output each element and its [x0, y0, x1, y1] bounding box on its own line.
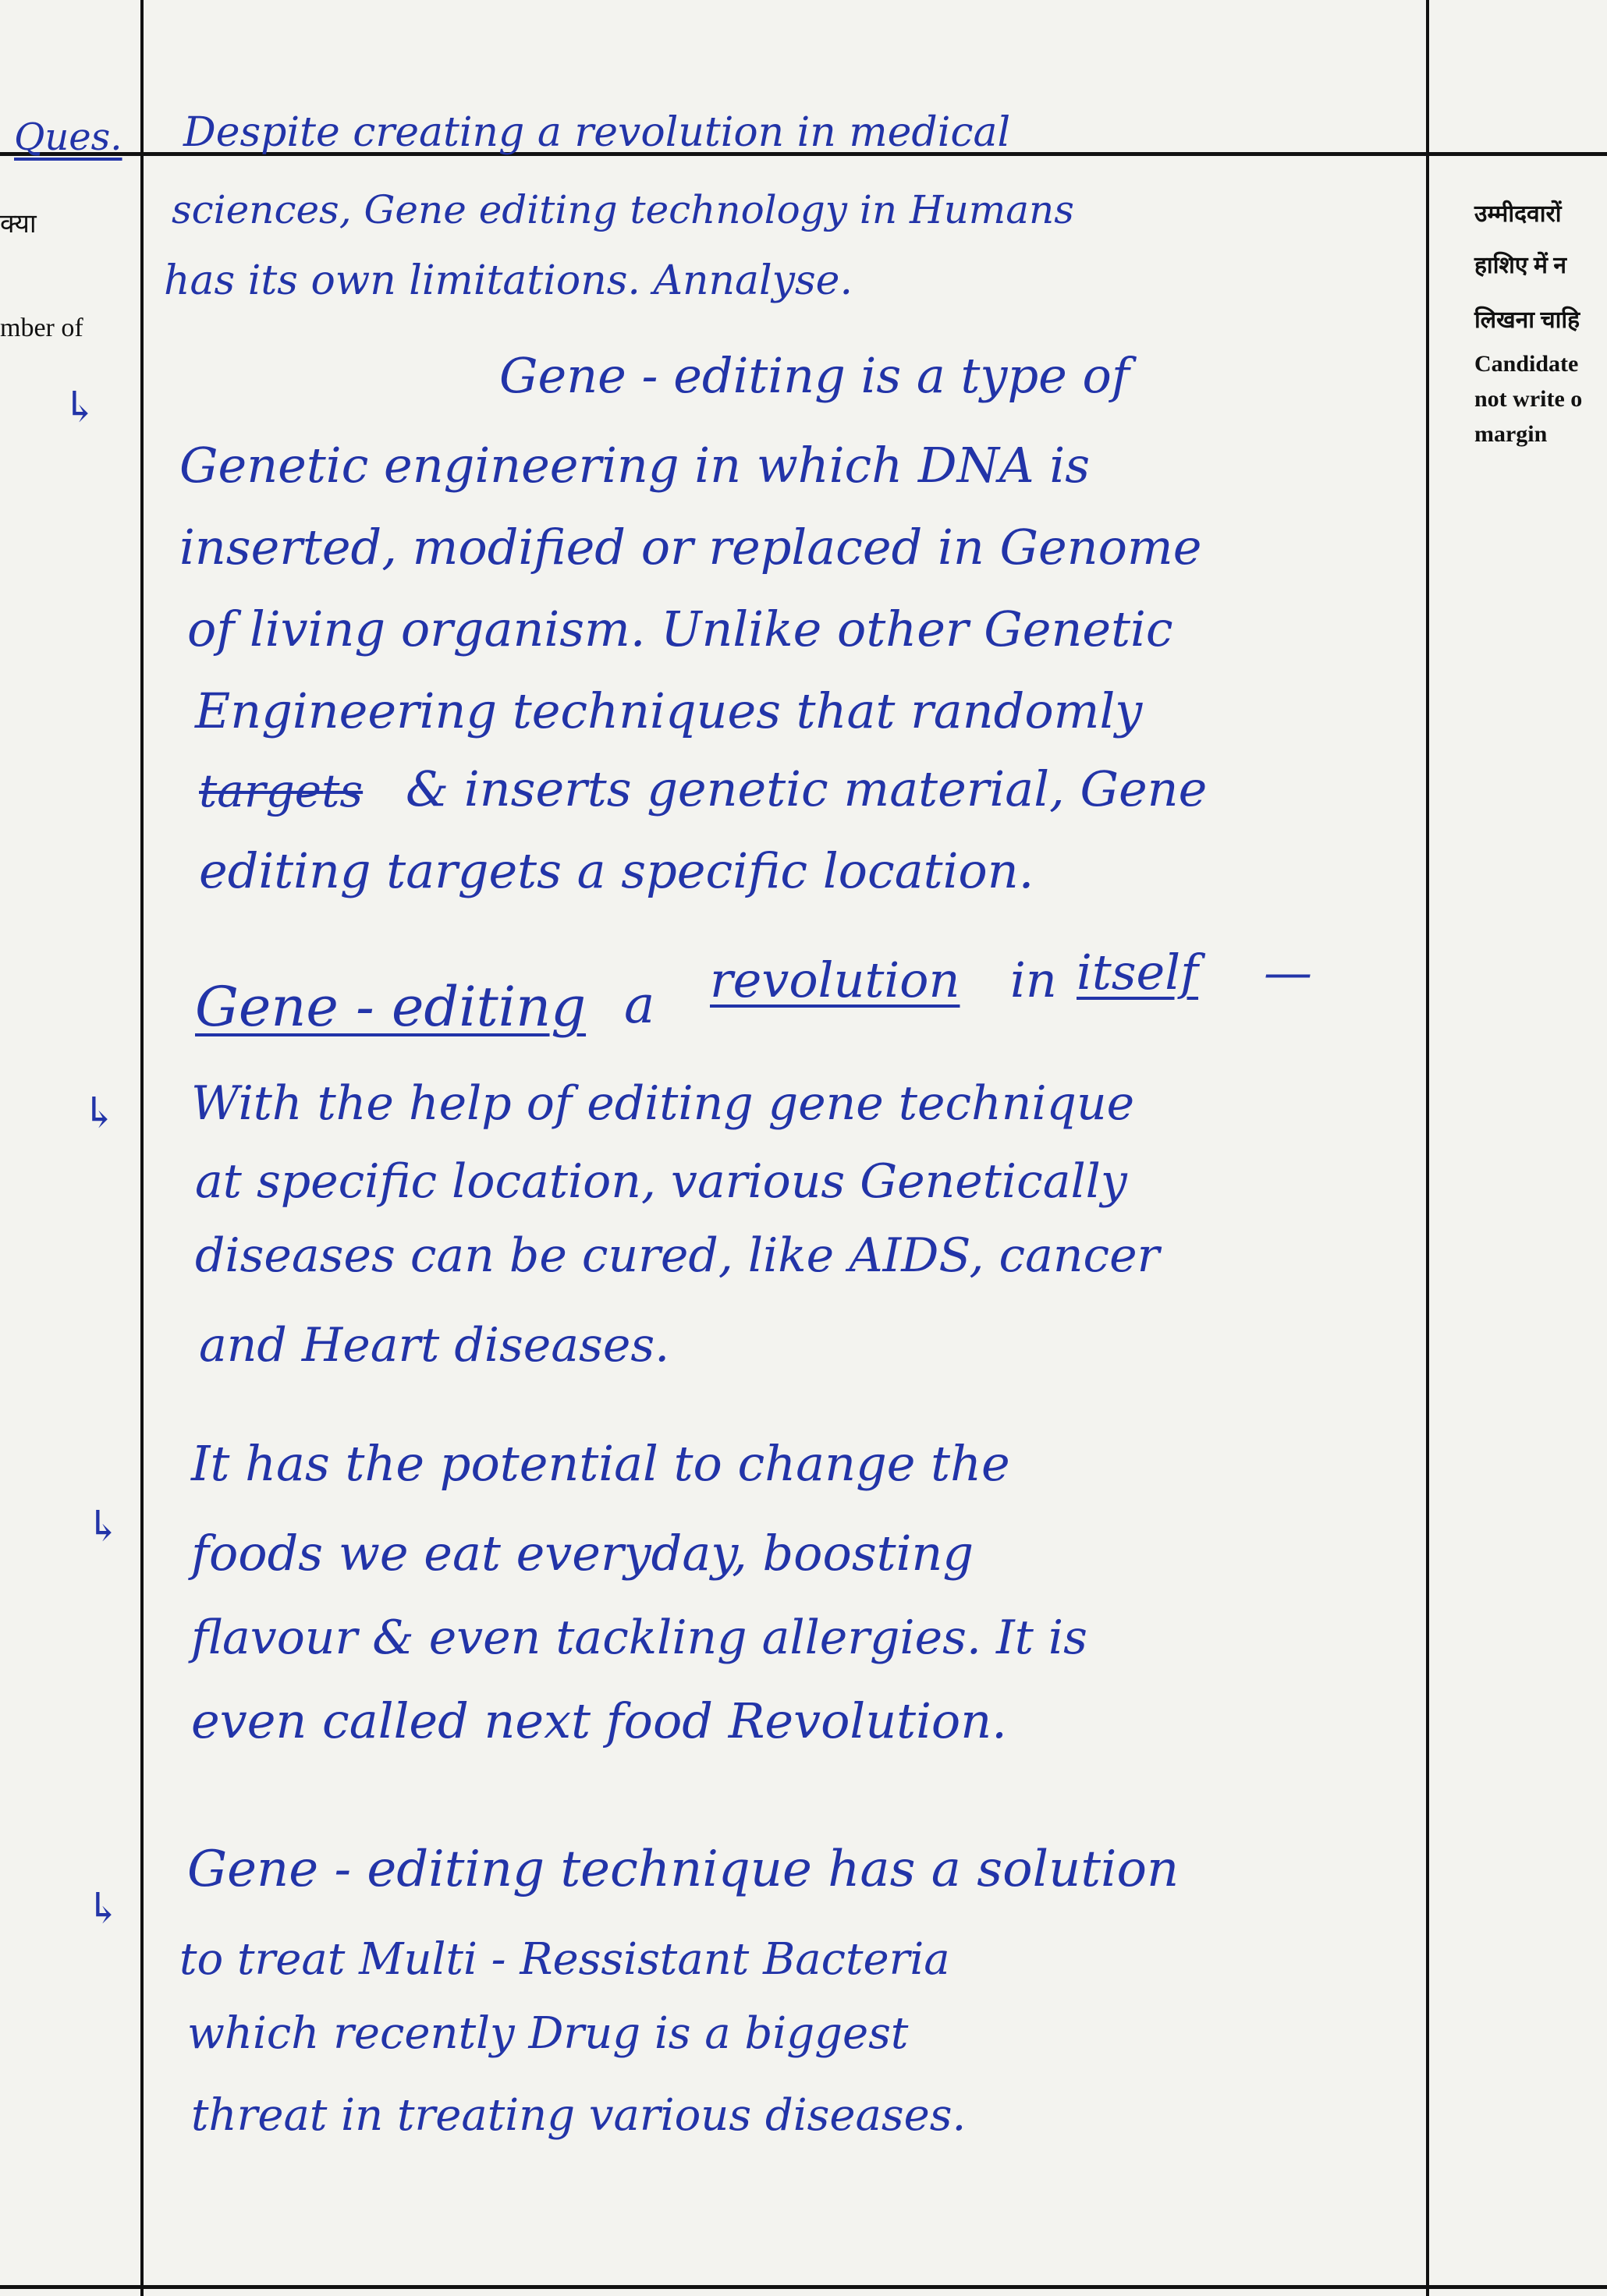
intro-line-3: inserted, modified or replaced in Genome	[179, 519, 1202, 576]
question-line-1: Despite creating a revolution in medical	[183, 109, 1011, 156]
heading-part-4: in	[1010, 951, 1057, 1008]
intro-line-4: of living organism. Unlike other Genetic	[187, 601, 1173, 657]
point-1-arrow: ↳	[82, 1088, 118, 1137]
question-line-3: has its own limitations. Annalyse.	[164, 257, 853, 304]
right-margin-note-6: margin	[1474, 421, 1548, 447]
heading-part-6: —	[1264, 944, 1312, 1001]
right-margin-rule	[1426, 0, 1429, 2296]
point-1-line-1: With the help of editing gene technique	[191, 1076, 1135, 1131]
point-1-line-2: at specific location, various Genetically	[195, 1154, 1127, 1209]
right-margin-note-3: लिखना चाहि	[1474, 307, 1580, 333]
point-3-arrow: ↳	[86, 1883, 122, 1933]
left-margin-rule	[140, 0, 144, 2296]
point-1-line-3: diseases can be cured, like AIDS, cancer	[195, 1228, 1160, 1283]
left-margin-english: mber of	[0, 314, 83, 342]
right-margin-note-1: उम्मीदवारों	[1474, 201, 1562, 227]
heading-part-1: Gene - editing	[195, 975, 587, 1039]
intro-line-6-struck: targets	[199, 764, 364, 817]
point-1-line-4: and Heart diseases.	[199, 1318, 670, 1373]
intro-line-6: & inserts genetic material, Gene	[406, 760, 1208, 817]
heading-part-3: revolution	[710, 951, 960, 1008]
point-3-line-1: Gene - editing technique has a solution	[187, 1841, 1180, 1898]
point-2-line-1: It has the potential to change the	[191, 1435, 1010, 1492]
heading-part-5: itself	[1077, 944, 1199, 1001]
intro-line-1: Gene - editing is a type of	[499, 347, 1130, 404]
point-2-line-3: flavour & even tackling allergies. It is	[191, 1610, 1087, 1665]
heading-part-2: a	[624, 975, 655, 1035]
point-2-line-4: even called next food Revolution.	[191, 1692, 1007, 1749]
left-margin-hindi: क्या	[0, 210, 37, 239]
right-margin-note-5: not write o	[1474, 386, 1583, 412]
intro-line-7: editing targets a specific location.	[199, 842, 1034, 899]
bottom-rule	[0, 2285, 1607, 2289]
question-line-2: sciences, Gene editing technology in Humans	[172, 187, 1074, 232]
right-margin-note-2: हाशिए में न	[1474, 253, 1567, 278]
intro-line-2: Genetic engineering in which DNA is	[179, 437, 1091, 494]
intro-line-5: Engineering techniques that randomly	[195, 682, 1143, 739]
question-label: Ques.	[14, 115, 122, 159]
point-3-line-4: threat in treating various diseases.	[191, 2090, 967, 2141]
point-3-line-2: to treat Multi - Ressistant Bacteria	[179, 1934, 950, 1985]
point-3-line-3: which recently Drug is a biggest	[187, 2008, 909, 2059]
right-margin-note-4: Candidate	[1474, 351, 1579, 377]
point-2-arrow: ↳	[86, 1501, 122, 1550]
intro-arrow: ↳	[62, 382, 98, 431]
point-2-line-2: foods we eat everyday, boosting	[191, 1525, 974, 1582]
